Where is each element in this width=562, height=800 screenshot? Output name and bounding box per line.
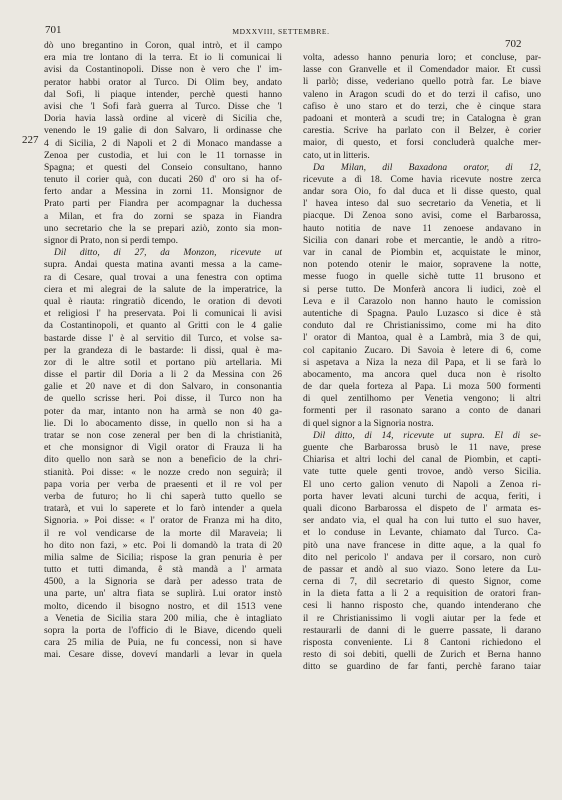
text-line: Sicilia con danari robe et mercantie, le andò a ritro- [303, 235, 541, 246]
text-line: il re Christianissimo li vogli aiutar per la fede et [303, 613, 541, 624]
text-line: de passar et andò al suo viazo. Sono letere da Lu- [303, 564, 541, 575]
text-line: tratar se non cose zeneral per ben di la christianità, [44, 431, 282, 441]
text-line: pitò una nave francese in ditte aque, a la qual fo [303, 540, 541, 551]
text-line: carestia. Scrive ha parlato con il Belzer, è corier [303, 126, 541, 137]
text-line: qual è riauta: ringratiò dicendo, le oration di devoti [44, 296, 282, 307]
running-title: MDXXVIII, SETTEMBRE. [232, 27, 330, 36]
text-line: Prato parti per Fiandra per acompagnar la duchessa [44, 199, 282, 210]
text-line: papa voria per verba de praesenti et il re vol per [44, 479, 282, 490]
text-line: andar sora Oio, fo dal duca et li disse questo, qual [303, 187, 541, 198]
text-line: venendo le 19 galie di don Salvaro, li ordinasse che [44, 126, 282, 137]
text-line: Doria havia lassà ordine al vicerè di Sicilia che, [44, 114, 282, 125]
text-line: da Costantinopoli, et quanto al Gritti con le 4 galie [44, 321, 282, 332]
text-line: zor di le altre sotil et portano più artellaria. Mi [44, 357, 282, 368]
text-line: ra di Cesare, qual trovai a una fenestra con optima [44, 272, 282, 283]
text-line: avisi che 'l Sofi farà guerra al Turco. Disse che 'l [44, 101, 282, 112]
text-line: messe fuogo in quelle sichè tutte 11 brusono et [303, 272, 541, 283]
text-line: lie. Di lo abocamento disse, in quello non si ha a [44, 418, 282, 429]
text-line: de dar quela forteza al Papa. Li moza 500 formenti [303, 382, 541, 393]
text-line: tenuto il corier quà, con ducati 260 d' oro si ha of- [44, 175, 282, 186]
left-column [44, 40, 282, 662]
text-line: sopra la porta de l'officio di le Biave, dicendo queli [44, 626, 282, 636]
text-line: cesi li hanno risposto che, quando intenderano che [303, 601, 541, 612]
text-line: per la grandeza di le bastarde: li dissi, qual è ma- [44, 345, 282, 356]
text-line: si aspetava a Niza la neza dil Papa, et li se farà lo [303, 357, 541, 368]
text-line: hauto notitia de nave 11 zenoese andavano in [303, 223, 541, 234]
text-line: ciera et mi alegrai de la salute de la imperatrice, la [44, 284, 282, 295]
text-line: molto, dicendo il bisogno nostro, et dil 1513 vene [44, 601, 282, 612]
text-line: ser andato via, el qual ha con lui tutto el suo haver, [303, 516, 541, 527]
text-line: perator habbi orator al Turco. Di Olim bey, andato [44, 77, 282, 88]
right-page-number: 702 [505, 38, 522, 50]
text-line: Dil ditto, di 27, da Monzon, ricevute ut [54, 248, 282, 259]
text-line: volta, adesso hanno penuria loro; et concluse, par- [303, 53, 541, 63]
text-line: valeno in Aragon scudi do et do terzi il cafiso, uno [303, 89, 541, 100]
text-line: Dil ditto, di 14, ricevute ut supra. El di se- [313, 430, 541, 441]
text-line: Spagna; et questi del Conseio consultano, hanno [44, 162, 282, 173]
text-line: tratarà, et vui lo saperete et lo farò intender a quela [44, 504, 282, 515]
text-line: non potendo otenir le maior, sopravene la notte, [303, 260, 541, 271]
text-line: tutto et tutti dimanda, ê stà mandà a l' armata [44, 565, 282, 576]
text-line: Zenoa per custodia, et lui con le 11 tornasse in [44, 150, 282, 161]
text-line: cara 25 milia de Puia, ne fu concessi, non si have [44, 638, 282, 649]
text-line: quali dicono Barbarossa el dispeto de l' armata es- [303, 503, 541, 514]
text-line: cafiso è uno staro et do terzi, che è cinque stara [303, 101, 541, 112]
text-line: mai. Cesare disse, doveví mandarli a levar in quela [44, 650, 282, 661]
text-line: l' orator di Mantoa, qual è a Lambrà, mia 3 de qui, [303, 333, 541, 344]
text-line: Signoria. » Poi disse: « l' orator de Franza mi ha dito, [44, 516, 282, 527]
text-line: il re vol vendicarse de la morte dil Maraveia; li [44, 528, 282, 539]
text-line: supra. Andai questa matina avanti messa a la came- [44, 260, 282, 271]
text-line: risposta conveniente. Li 8 Cantoni richiedono el [303, 638, 541, 648]
text-line: dito nel pericolo l' andava per il corsaro, non curò [303, 552, 541, 563]
text-line: 4500, a la Signoria se darà per adesso trata de [44, 577, 282, 588]
text-line: lasse con Granvelle et il Comendador maior. Et cussì [303, 65, 541, 76]
text-line: a Milan, et fra do zorni se spaza in Fiandra [44, 211, 282, 222]
text-line: dito quello non sarà se non a beneficio de la chri- [44, 455, 282, 466]
text-line: bastarde disse l' è al servitio dil Turco, et volse sa- [44, 333, 282, 344]
text-line: col capitanio Zucaro. Di Savoia è letere di 6, come [303, 345, 541, 356]
text-line: conduto dal re Christianissimo, come mi ha dito [303, 321, 541, 332]
text-line: 4 di Sicilia, 2 di Napoli et 2 di Monaco mandasse a [44, 138, 282, 149]
text-line: de quello scrisse heri. Poi disse, il Turco non ha [44, 394, 282, 405]
text-line: El uno certo galion venuto di Napoli a Zenoa ri- [303, 479, 541, 490]
text-line: guente che Barbarossa brusò le 11 nave, prese [303, 443, 541, 453]
text-line: di quel zentilhomo per Venetia vengono; li altri [303, 394, 541, 405]
text-line: verba de futuro; ho li chi saperà tutto quello se [44, 491, 282, 502]
left-page-number: 701 [45, 24, 62, 36]
text-line: formenti per il rasonato sarano a conto de danari [303, 406, 541, 417]
margin-number: 227 [22, 134, 39, 146]
text-line: ho dito non fazi, » etc. Poi li domandò la trata di 20 [44, 540, 282, 551]
text-line: var in canal de Piombin et, acquistate le minor, [303, 248, 541, 258]
text-line: Leva e il Carazolo non hanno hauto le comission [303, 296, 541, 307]
text-line: maior, di questo, et forsi concluderà qualche mer- [303, 138, 541, 149]
text-line: cerna di 7, dil secretario di questo Signor, come [303, 577, 541, 588]
text-line: li parlò; disse, vederiano quello potrà far. Le biave [303, 77, 541, 88]
text-line: si perse tutto. De Monferà ancora li iudici, zoè el [303, 284, 541, 295]
text-line: in la dieta fatta a li 2 a requisition de oratori fran- [303, 589, 541, 600]
text-line: vate tutte quele genti trovoe, andò verso Sicilia. [303, 467, 541, 478]
text-line: una parte, un' altra fiata se suplirà. Lui orator instò [44, 589, 282, 600]
text-line: piacque. Di Zenoa sono avisi, come el Barbarossa, [303, 211, 541, 222]
text-line: stianità. Poi disse: « le nozze credo non seguirà; il [44, 467, 282, 478]
text-line: dal Sofi, li piaque intender, perchè questi hanno [44, 89, 282, 100]
text-line: et religiosi l' ha preservata. Poi li comunicai li avisi [44, 309, 282, 320]
text-line: padoani et monterà a scudi tre; in Catalogna è gran [303, 113, 541, 124]
text-line: Da Milan, dil Baxadona orator, di 12, [313, 162, 541, 173]
text-line: signor di Prato, non si perdi tempo. [44, 236, 179, 246]
text-line: et lo conduse in Levante, chiamato dal Turco. Ca- [303, 528, 541, 539]
text-line: Chiarisa et altri lochi del canal de Piombin, et capti- [303, 455, 541, 466]
text-line: resto di soi debiti, quelli de Zurich et Berna hanno [303, 650, 541, 661]
text-line: ferto andar a Messina in zorni 11. Monsignor de [44, 187, 282, 198]
text-line: di quel signor a la Signoria nostra. [303, 418, 434, 429]
text-line: avisi da Costantinopoli. Disse non è vero che l' im- [44, 65, 282, 76]
text-line: uno secretario che la se prepari aziò, zonto sia mon- [44, 223, 282, 234]
text-line: a Venetia de Sicilia stara 200 milia, che è intagliato [44, 613, 282, 624]
text-line: ditto se guardino de far fanti, perchè farano taiar [303, 662, 541, 673]
text-line: disse el partir dil Doria a li 2 da Messina con 26 [44, 370, 282, 381]
text-line: dò uno bregantino in Coron, qual intrò, et il campo [44, 41, 282, 51]
text-line: restaurarli de danni di le guerre passate, li darano [303, 625, 541, 636]
text-line: et che monsignor di Vigil orator di Frauza li ha [44, 443, 282, 454]
text-line: poter da mar, intanto non ha armà se non 40 ga- [44, 406, 282, 417]
text-line: cato, ut in litteris. [303, 150, 370, 161]
text-line: galie et 20 nave et di don Salvaro, in consonantia [44, 382, 282, 393]
text-line: abocamento, ma ancora quel duca non è risolto [303, 369, 541, 380]
right-column [303, 52, 541, 674]
text-line: l' havea inteso dal suo secretario da Venetia, et li [303, 199, 541, 210]
text-line: era mia tre lontano di la terra. Et io li comunicai li [44, 53, 282, 64]
text-line: ricevute a dì 18. Come havia ricevute nostre zerca [303, 174, 541, 185]
text-line: autentiche di Spagna. Paulo Luzasco si dice è stà [303, 308, 541, 319]
text-line: milia salme de Sicilia; rispose la gran penuria è per [44, 552, 282, 563]
text-line: porta haver levati alcuni turchi de acqua, feriti, i [303, 491, 541, 502]
